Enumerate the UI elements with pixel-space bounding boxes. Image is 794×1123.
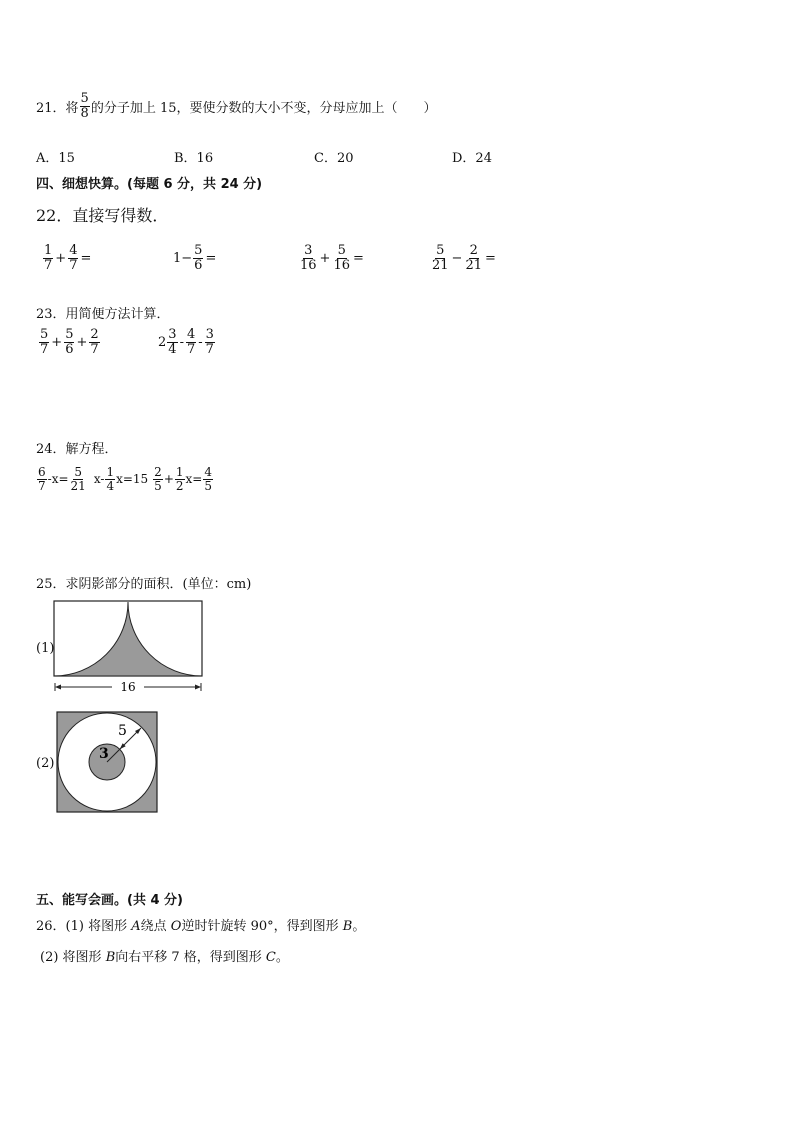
q22-item-2: 1− $\frac{5}{6}$ = [173,243,217,273]
q21-option-d[interactable]: D．24 [452,151,492,166]
q24-equations: $\frac{6}{7}$ -x= $\frac{5}{21}$ x- $\frac{1}{4}$ x=15 $\frac{2}{5}$ + $\frac{1}{2}$ x= $\frac{4}{5}$ [38,465,212,493]
section-4-title: 四、细想快算。(每题 6 分，共 24 分) [36,177,263,192]
q21-fraction: $\frac{5}{8}$ [80,91,89,121]
q22-item-4: $\frac{5}{21}$ − $\frac{2}{21}$ = [432,243,496,273]
q21-option-a[interactable]: A．15 [36,151,75,166]
outer-radius-label: 5 [118,723,127,739]
figure-1 [52,598,204,696]
q26-line-2: (2) 将图形 B向右平移 7 格，得到图形 C。 [40,950,289,965]
q22-item-3: $\frac{3}{16}$ + $\frac{5}{16}$ = [300,243,364,273]
q26-line-1: 26．(1) 将图形 A绕点 O逆时针旋转 90°，得到图形 B。 [36,919,366,934]
q24-title: 24．解方程． [36,442,118,457]
q21-number: 21．将 [36,100,79,116]
q21-option-c[interactable]: C．20 [314,151,354,166]
shaded-region [54,602,202,676]
figure-2 [56,711,158,813]
q23-expression-1: $\frac{5}{7}$ + $\frac{5}{6}$ + $\frac{2}{7}$ [40,327,99,357]
figure-2-label: (2) [36,756,55,771]
q21-stem [36,92,437,120]
figure-1-dimension: 16 [120,680,136,694]
q23-expression-2: 2 $\frac{3}{4}$ - $\frac{4}{7}$ - $\frac{3}{7}$ [158,327,214,357]
q23-title: 23．用简便方法计算． [36,307,170,322]
q25-title: 25．求阴影部分的面积．(单位：cm) [36,577,252,592]
q22-item-1: $\frac{1}{7}$ + $\frac{4}{7}$ = [44,243,92,273]
q22-title: 22．直接写得数． [36,206,169,225]
q21-text: 的分子加上 15，要使分数的大小不变，分母应加上（ ） [90,100,437,116]
q21-option-b[interactable]: B．16 [174,151,214,166]
inner-radius-label: 3 [99,746,109,762]
figure-1-label: (1) [36,641,55,656]
section-5-title: 五、能写会画。(共 4 分) [36,893,183,908]
